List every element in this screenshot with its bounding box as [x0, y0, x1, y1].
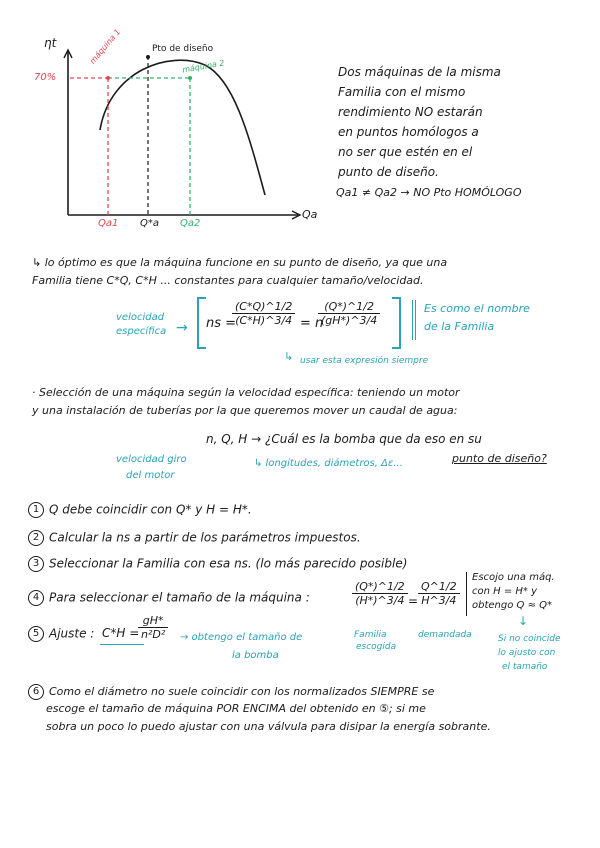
arrow-icon: → — [176, 320, 188, 336]
ns-fraction-right — [318, 300, 380, 327]
step-text: Como el diámetro no suele coincidir con los normalizados SIEMPRE se — [49, 685, 435, 698]
step-6 — [28, 684, 434, 700]
step4-fraction-right — [418, 580, 460, 607]
sizes-note: ↳ longitudes, diámetros, Δε... — [254, 458, 403, 469]
x-axis-label: Qa — [302, 208, 318, 221]
step4-right-numerator: Q^1/2 — [418, 580, 460, 594]
paragraph1-line2: Familia tiene C*Q, C*H ... constantes para cualquier tamaño/velocidad. — [32, 274, 424, 287]
note-separator — [412, 300, 416, 340]
design-point-question: punto de diseño? — [452, 452, 547, 465]
step-3 — [28, 556, 407, 572]
step-number: 6 — [28, 684, 44, 700]
step-number: 2 — [28, 530, 44, 546]
step5-arrow-note-1: → obtengo el tamaño de — [180, 632, 303, 643]
efficiency-graph — [30, 30, 340, 240]
step4-left-denominator: (H*)^3/4 — [355, 594, 405, 607]
eta-value-label: 70% — [34, 72, 57, 83]
section2-line2: y una instalación de tuberías por la que queremos mover un caudal de agua: — [32, 404, 458, 417]
step-text: Seleccionar la Familia con esa ns. (lo más parecido posible) — [49, 556, 408, 571]
motor-speed-note-1: velocidad giro — [116, 454, 187, 465]
motor-speed-note-2: del motor — [126, 470, 175, 481]
ns-left-denominator: (C*H)^3/4 — [235, 314, 293, 327]
family-note-1: Es como el nombre — [424, 302, 530, 315]
homologous-relation: Qa1 ≠ Qa2 → NO Pto HOMÓLOGO — [336, 186, 522, 199]
section2-line1: · Selección de una máquina según la velocidad específica: teniendo un motor — [32, 386, 460, 399]
machine2-label: máquina 2 — [181, 58, 226, 75]
side-note-line: no ser que estén en el — [338, 145, 473, 159]
design-point-label: Pto de diseño — [152, 44, 214, 54]
step4-separator — [466, 572, 467, 616]
demanded-note: demandada — [418, 630, 472, 640]
side-note-line: Familia con el mismo — [338, 85, 466, 99]
ns-symbol: ns = — [206, 316, 237, 331]
side-note-line: punto de diseño. — [338, 165, 439, 179]
ns-equals-n: = n — [300, 316, 324, 331]
step5-underline — [100, 644, 144, 645]
step4-equals: = — [408, 594, 419, 608]
x-tick-qa1: Qa1 — [98, 218, 119, 229]
side-note-line: rendimiento NO estarán — [338, 105, 483, 119]
side-note-line: Dos máquinas de la misma — [338, 65, 501, 79]
step4-fraction-left — [352, 580, 408, 607]
step-text: Q debe coincidir con Q* y H = H*. — [49, 502, 252, 517]
step-number: 4 — [28, 590, 44, 606]
step-1 — [28, 502, 252, 518]
step5-right-note-2: lo ajusto con — [498, 648, 556, 658]
side-note — [338, 62, 501, 182]
step-2 — [28, 530, 361, 546]
step-text: Para seleccionar el tamaño de la máquina : — [49, 590, 310, 605]
step-4 — [28, 590, 310, 606]
down-arrow-icon: ↓ — [518, 614, 529, 628]
step-5 — [28, 626, 94, 642]
step5-fraction — [138, 614, 168, 641]
step5-right-note-3: el tamaño — [502, 662, 548, 672]
specific-speed-note-1: velocidad — [116, 312, 165, 323]
x-tick-qa-star: Q*a — [140, 218, 159, 229]
paragraph1-line1: ↳ lo óptimo es que la máquina funcione en su punto de diseño, ya que una — [32, 256, 448, 269]
step-number: 3 — [28, 556, 44, 572]
y-axis-label: ηt — [44, 36, 57, 50]
step6-line2: escoge el tamaño de máquina POR ENCIMA del obtenido en ⑤; si me — [46, 702, 426, 715]
step4-side-3: obtengo Q ≈ Q* — [472, 600, 552, 611]
step6-line3: sobra un poco lo puedo ajustar con una válvula para disipar la energía sobrante. — [46, 720, 491, 733]
step-number: 1 — [28, 502, 44, 518]
step-text: Ajuste : — [49, 626, 95, 641]
step4-side-2: con H = H* y — [472, 586, 538, 597]
machine1-label: máquina 1 — [88, 27, 123, 66]
specific-speed-note-2: específica — [116, 326, 167, 337]
step4-right-denominator: H^3/4 — [421, 594, 457, 607]
efficiency-curve — [100, 60, 265, 195]
ns-fraction-left — [232, 300, 295, 327]
chosen-family-note-1: Familia — [354, 630, 387, 640]
side-note-line: en puntos homólogos a — [338, 125, 479, 139]
x-tick-qa2: Qa2 — [180, 218, 201, 229]
step4-left-numerator: (Q*)^1/2 — [352, 580, 408, 594]
use-always-note: usar esta expresión siempre — [300, 356, 429, 366]
step-number: 5 — [28, 626, 44, 642]
chosen-family-note-2: escogida — [356, 642, 397, 652]
step5-numerator: gH* — [138, 614, 168, 628]
ns-right-numerator: (Q*)^1/2 — [318, 300, 380, 314]
step5-arrow-note-2: la bomba — [232, 650, 279, 661]
step-text: Calcular la ns a partir de los parámetros impuestos. — [49, 530, 361, 545]
step5-right-note-1: Si no coincide — [498, 634, 561, 644]
step4-side-1: Escojo una máq. — [472, 572, 555, 583]
ns-right-denominator: (gH*)^3/4 — [321, 314, 378, 327]
corner-arrow-icon: ↳ — [284, 350, 294, 363]
ns-left-numerator: (C*Q)^1/2 — [232, 300, 295, 314]
step5-lhs: C*H = — [102, 626, 140, 640]
family-note-2: de la Familia — [424, 320, 495, 333]
step5-denominator: n²D² — [141, 628, 166, 641]
pump-question: n, Q, H → ¿Cuál es la bomba que da eso en su — [206, 432, 482, 446]
